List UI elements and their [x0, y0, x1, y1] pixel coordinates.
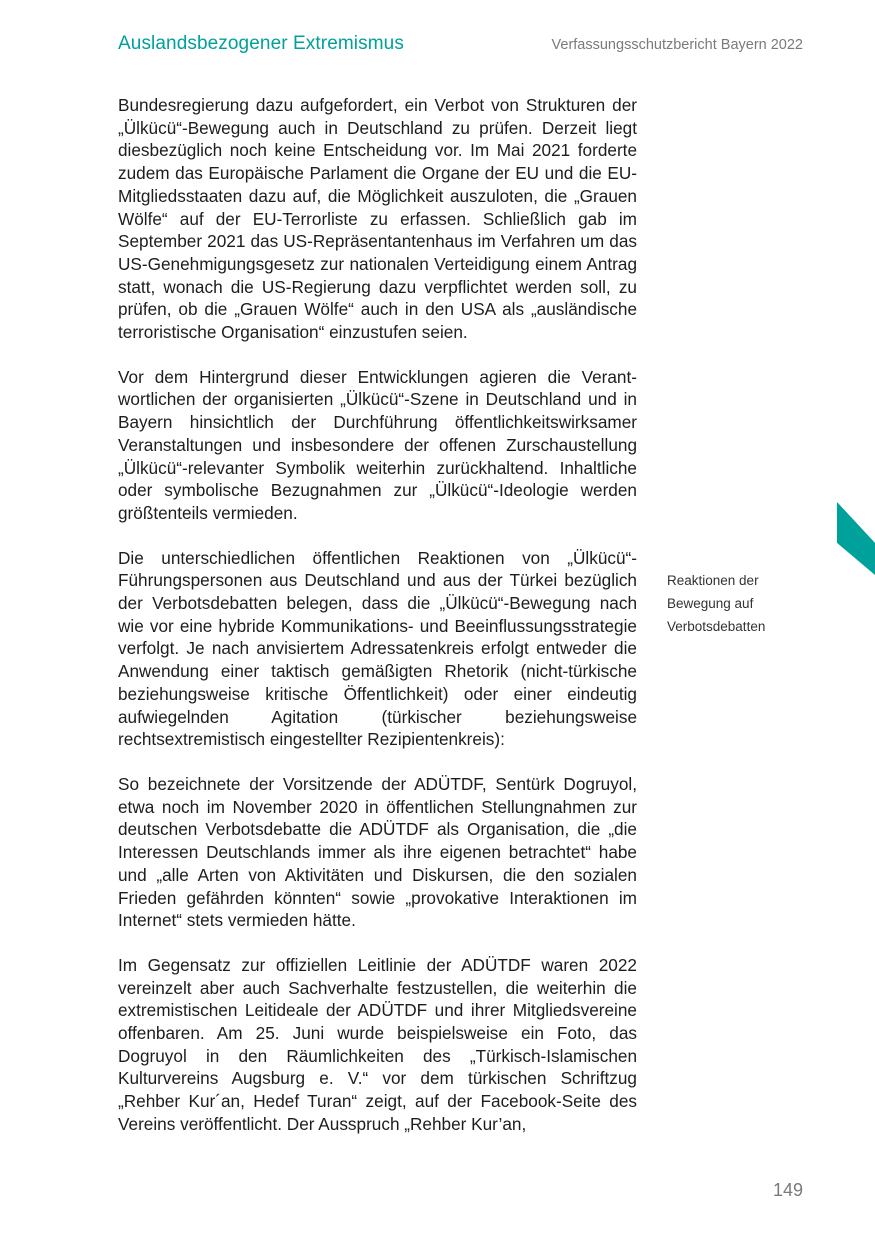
- body-text: [118, 94, 637, 1158]
- page-number: 149: [772, 1180, 803, 1200]
- margin-note-line: Bewegung auf: [667, 596, 754, 611]
- section-title: Auslandsbezogener Extremismus: [118, 33, 404, 54]
- margin-note-line: Verbotsdebatten: [667, 619, 766, 634]
- paragraph: Die unterschiedlichen öffentlichen Reaktionen von „Ülkücü“-Führungspersonen aus Deutschland und aus der Türkei bezüglich der Verbotsdebatten belegen, dass die „Ülkücü“-Bewegung nach wie vor eine hybride Kommunikations- und Beeinflussungsstrategie verfolgt. Je nach anvisiertem Adressatenkreis erfolgt entweder die Anwendung einer taktisch gemäßigten Rhetorik (nicht-türkische beziehungsweise kritische Öffentlichkeit) oder einer eindeutig aufwiegelnden Agitation (türkischer beziehungsweise rechtsextremistisch eingestellter Rezipientenkreis):: [118, 547, 637, 750]
- margin-note: [667, 569, 797, 638]
- paragraph: Vor dem Hintergrund dieser Entwicklungen agieren die Verantwortlichen der organisierten „Ülkücü“-Szene in Deutschland und in Bayern hinsichtlich der Durchführung öffentlichkeitswirksamer Veranstaltungen und insbesondere der offenen Zurschaustellung „Ülkücü“-relevanter Symbolik weiterhin zurückhaltend. Inhaltliche oder symbolische Bezugnahmen zur „Ülkücü“-Ideologie werden größtenteils vermieden.: [118, 366, 637, 523]
- paragraph: Bundesregierung dazu aufgefordert, ein Verbot von Strukturen der „Ülkücü“-Bewegung auch in Deutschland zu prüfen. Derzeit liegt diesbezüglich noch keine Entscheidung vor. Im Mai 2021 forderte zudem das Europäische Parlament die Organe der EU und die EU-Mitgliedsstaaten dazu auf, die Möglichkeit auszuloten, die „Grauen Wölfe“ auf der EU-Terrorliste zu erfassen. Schließlich gab im September 2021 das US-Repräsentantenhaus im Verfahren um das US-Genehmigungsgesetz zur nationalen Verteidigung einem Antrag statt, wonach die US-Regierung dazu verpflichtet werden soll, zu prüfen, ob die „Grauen Wölfe“ auch in den USA als „ausländische terroristische Organisation“ einzustufen seien.: [118, 95, 637, 343]
- paragraph: Im Gegensatz zur offiziellen Leitlinie der ADÜTDF waren 2022 vereinzelt aber auch Sachverhalte festzustellen, die weiterhin die extremistischen Leitideale der ADÜTDF und ihrer Mitgliedsvereine offenbaren. Am 25. Juni wurde beispielsweise ein Foto, das Dogruyol in den Räumlichkeiten des „Türkisch-Islamischen Kulturvereins Augsburg e. V.“ vor dem türkischen Schriftzug „Rehber Kur´an, Hedef Turan“ zeigt, auf der Facebook-Seite des Vereins veröffentlicht. Der Ausspruch „Rehber Kur’an,: [118, 954, 637, 1134]
- report-title: Verfassungsschutzbericht Bayern 2022: [551, 37, 803, 53]
- margin-note-line: Reaktionen der: [667, 573, 759, 588]
- chapter-tab-marker: [837, 502, 875, 575]
- paragraph: So bezeichnete der Vorsitzende der ADÜTDF, Sentürk Dogruyol, etwa noch im November 2020 in öffentlichen Stellungnahmen zur deutschen Verbotsdebatte die ADÜTDF als Organisation, die „die Interessen Deutschlands immer als ihre eigenen betrachtet“ habe und „alle Arten von Aktivitäten und Diskursen, die den sozialen Frieden gefährden könnten“ sowie „provokative Interaktionen im Internet“ stets vermieden hätte.: [118, 773, 637, 931]
